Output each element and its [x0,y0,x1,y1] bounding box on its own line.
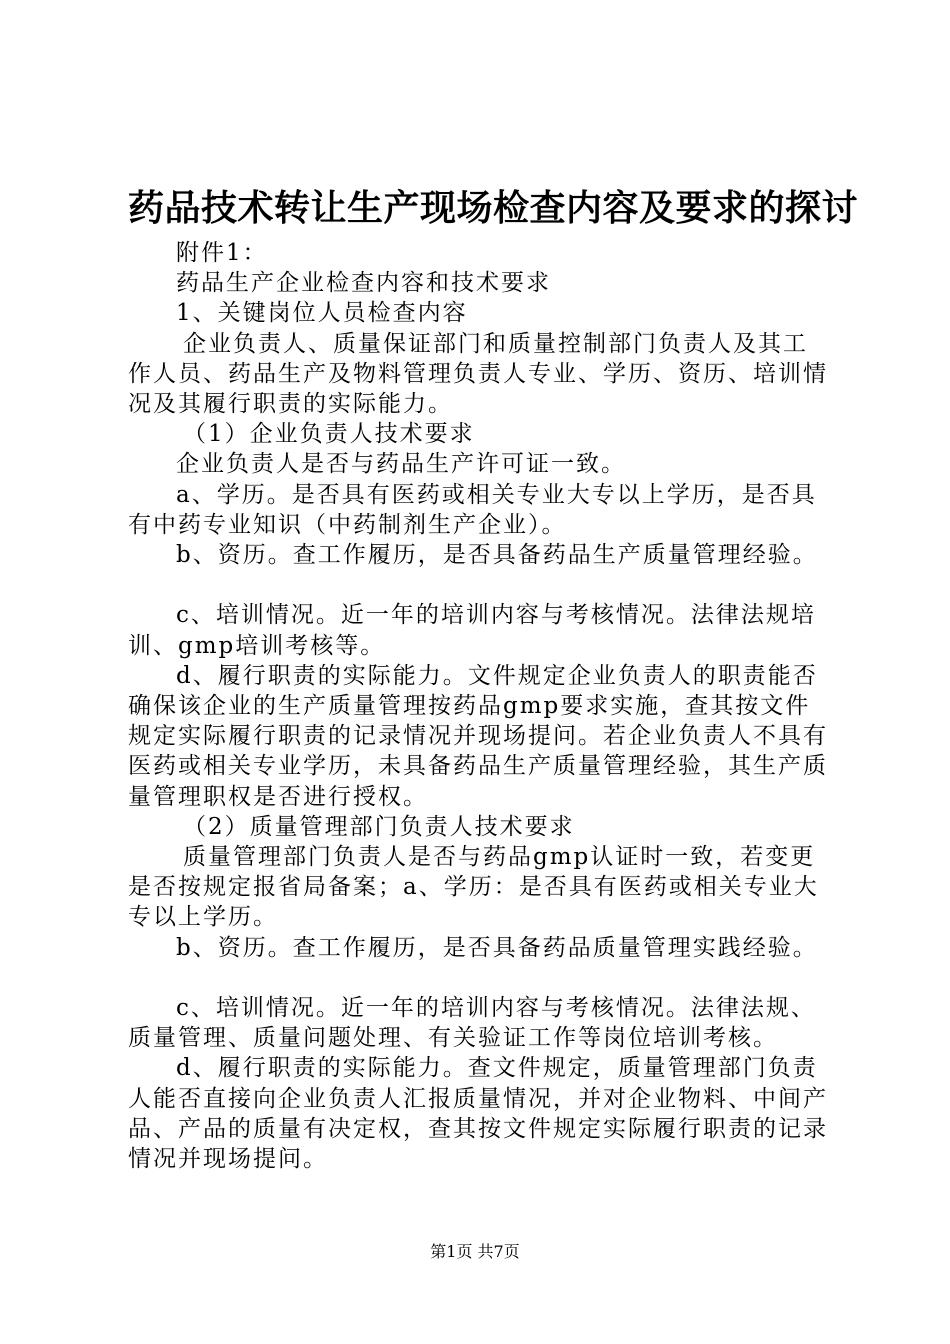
body-paragraph: d、履行职责的实际能力。文件规定企业负责人的职责能否确保该企业的生产质量管理按药品gmp要求实施，查其按文件规定实际履行职责的记录情况并现场提问。若企业负责人不具有医药或相关专业学历，未具备药品生产质量管理经验，其生产质量管理职权是否进行授权。 [128,662,828,810]
section-heading: 药品生产企业检查内容和技术要求 [176,270,551,297]
body-paragraph: 企业负责人、质量保证部门和质量控制部门负责人及其工作人员、药品生产及物料管理负责人专业、学历、资历、培训情况及其履行职责的实际能力。 [128,330,828,418]
subsection-heading: 1、关键岗位人员检查内容 [176,300,468,327]
body-paragraph: c、培训情况。近一年的培训内容与考核情况。法律法规、质量管理、质量问题处理、有关验证工作等岗位培训考核。 [128,995,816,1052]
body-paragraph: a、学历。是否具有医药或相关专业大专以上学历，是否具有中药专业知识（中药制剂生产企业）。 [128,481,817,538]
subsection-heading: （1）企业负责人技术要求 [183,421,475,448]
subsection-heading: （2）质量管理部门负责人技术要求 [183,813,575,840]
page-number-footer: 第1页 共7页 [430,1242,520,1261]
body-paragraph: d、履行职责的实际能力。查文件规定，质量管理部门负责人能否直接向企业负责人汇报质量情况，并对企业物料、中间产品、产品的质量有决定权，查其按文件规定实际履行职责的记录情况并现场提问。 [128,1055,828,1173]
body-paragraph: b、资历。查工作履历，是否具备药品生产质量管理经验。 [176,542,818,569]
blank-line [128,963,828,993]
body-paragraph: 质量管理部门负责人是否与药品gmp认证时一致，若变更是否按规定报省局备案；a、学历：是否具有医药或相关专业大专以上学历。 [128,844,819,931]
body-paragraph: b、资历。查工作履历，是否具备药品质量管理实践经验。 [176,934,818,961]
document-body [128,238,828,1174]
blank-line [128,570,828,600]
document-title: 药品技术转让生产现场检查内容及要求的探讨 [128,187,859,229]
body-paragraph: c、培训情况。近一年的培训内容与考核情况。法律法规培训、gmp培训考核等。 [128,602,816,659]
attachment-label: 附件1： [176,240,268,266]
body-paragraph: 企业负责人是否与药品生产许可证一致。 [176,451,626,478]
